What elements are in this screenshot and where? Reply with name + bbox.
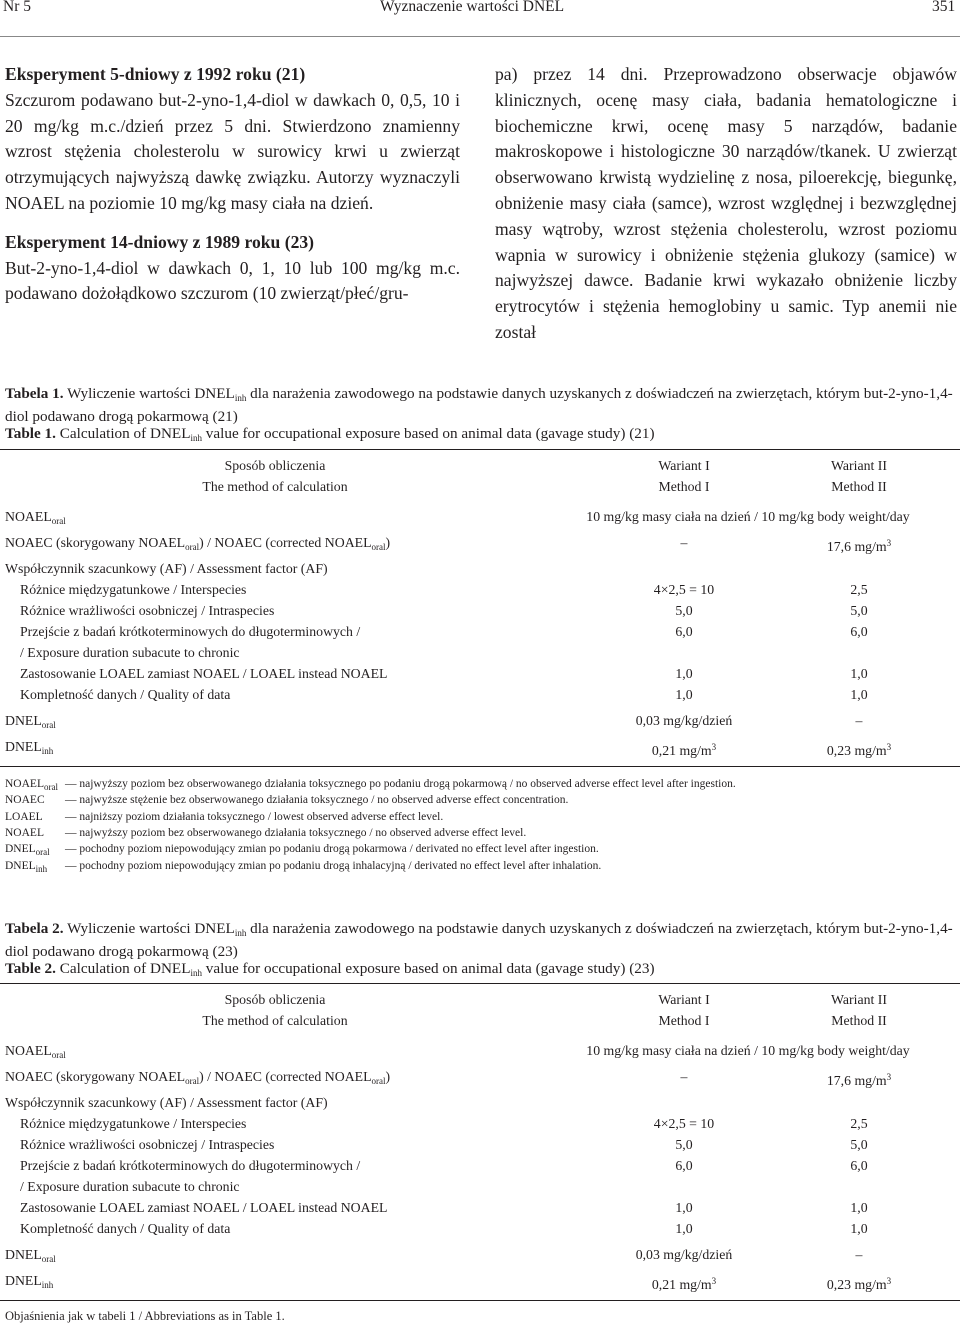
table-2-caption-pl-sub: inh	[234, 928, 247, 938]
abbreviation-list	[5, 776, 955, 876]
header-page-number: 351	[932, 0, 956, 15]
table-2-caption-pl-text-b: dla narażenia zawodowego na podstawie danych uzyskanych z doświadczeń na zwierzętach, którym but-2-yno-1,4-diol podawano drogą pokarmową (23)	[5, 920, 953, 960]
table-1-caption-en-text-b: value for occupational exposure based on animal data (gavage study) (21)	[205, 425, 655, 442]
table-row-af-quality	[0, 1219, 960, 1240]
table-1-caption	[5, 385, 955, 448]
header-page-number-label: Nr 5	[3, 0, 31, 15]
row-label: NOAEC (skorygowany $NOAEL_{oral}$) / NOAEC (corrected $NOAEL_{oral}$)	[5, 1069, 391, 1086]
af-intra-v2: 5,0	[850, 603, 868, 618]
table-1-caption-pl-text-a: Wyliczenie wartości DNEL	[67, 385, 235, 402]
row-label: $DNEL_{inh}$	[5, 1273, 54, 1290]
dnel-inh-v2: 0,23 $mg/m^3$	[826, 1276, 892, 1292]
table-row-noael	[0, 1041, 960, 1062]
right-column	[495, 62, 957, 346]
noaec-v2: 17,6 $mg/m^3$	[826, 1072, 892, 1088]
table-2-caption	[5, 920, 955, 983]
abbreviation-desc: — najwyższe stężenie bez obserwowanego działania toksycznego / no observed adverse effect concentration.	[65, 794, 569, 807]
dnel-inh-v1: 0,21 $mg/m^3$	[651, 742, 717, 758]
table-1-caption-en-sub: inh	[190, 433, 202, 443]
experiment-1-title: Eksperyment 5-dniowy z 1992 roku (21)	[5, 64, 306, 84]
af-quality-v1: 1,0	[675, 1221, 693, 1236]
row-label: $DNEL_{inh}$	[5, 739, 54, 756]
af-dur-v2: 6,0	[850, 1158, 868, 1173]
table-row-af-duration	[0, 1156, 960, 1177]
row-label: Różnice międzygatunkowe / Interspecies	[20, 582, 247, 597]
row-label: / Exposure duration subacute to chronic	[20, 645, 240, 660]
row-label: $DNEL_{oral}$	[5, 1247, 56, 1264]
row-label: / Exposure duration subacute to chronic	[20, 1179, 240, 1194]
noaec-v1: –	[680, 1069, 688, 1084]
af-quality-v1: 1,0	[675, 687, 693, 702]
table-row-af-intra	[0, 1135, 960, 1156]
dnel-oral-v2: –	[855, 713, 863, 728]
af-quality-v2: 1,0	[850, 1221, 868, 1236]
af-dur-v1: 6,0	[675, 1158, 693, 1173]
left-column	[5, 62, 460, 307]
noael-value: 10 mg/kg masy ciała na dzień / 10 mg/kg body weight/day	[586, 1043, 910, 1058]
table-row-dnel-oral	[0, 1245, 960, 1266]
table-header-row	[0, 456, 960, 477]
row-label: Różnice międzygatunkowe / Interspecies	[20, 1116, 247, 1131]
table-2-caption-en-sub: inh	[190, 968, 202, 978]
noaec-v1: –	[680, 535, 688, 550]
row-label: Zastosowanie LOAEL zamiast NOAEL / LOAEL instead NOAEL	[20, 666, 388, 681]
table-1-top-rule	[0, 449, 960, 450]
header-method: Sposób obliczenia	[224, 992, 326, 1007]
table-row-af-title	[0, 1093, 960, 1114]
table-1-caption-pl-sub: inh	[234, 393, 247, 403]
abbreviation-desc: — pochodny poziom niepowodujący zmian po podaniu drogą pokarmowa / derivated no effect level after ingestion.	[65, 843, 599, 856]
header-title: Wyznaczenie wartości DNEL	[380, 0, 565, 15]
abbreviation-desc: — pochodny poziom niepowodujący zmian po podaniu drogą inhalacyjną / derivated no effect level after inhalation.	[65, 859, 602, 872]
table-row-af-duration-b	[0, 1177, 960, 1198]
table-1-bottom-rule	[0, 766, 960, 767]
abbreviation-term: $DNEL_{oral}$	[5, 843, 50, 858]
noaec-v2: 17,6 $mg/m^3$	[826, 538, 892, 554]
table-row-dnel-oral	[0, 711, 960, 732]
header-method: Sposób obliczenia	[224, 458, 326, 473]
row-label: Kompletność danych / Quality of data	[20, 1221, 231, 1236]
dnel-oral-v1: 0,03 mg/kg/dzień	[635, 1247, 733, 1262]
dnel-oral-v2: –	[855, 1247, 863, 1262]
table-row-noaec	[0, 533, 960, 554]
row-label: NOAEC (skorygowany $NOAEL_{oral}$) / NOAEC (corrected $NOAEL_{oral}$)	[5, 535, 391, 552]
table-row-noaec	[0, 1067, 960, 1088]
abbreviation-desc: — najniższy poziom działania toksycznego / lowest observed adverse effect level.	[65, 810, 444, 823]
af-loael-v1: 1,0	[675, 666, 693, 681]
header-method-1: Method I	[658, 479, 710, 494]
abbreviation-desc: — najwyższy poziom bez obserwowanego działania toksycznego / no observed adverse effect level.	[65, 826, 527, 839]
table-header-row	[0, 990, 960, 1011]
row-label: Współczynnik szacunkowy (AF) / Assessment factor (AF)	[5, 561, 328, 576]
dnel-inh-v2: 0,23 $mg/m^3$	[826, 742, 892, 758]
af-inter-v2: 2,5	[850, 1116, 868, 1131]
af-dur-v2: 6,0	[850, 624, 868, 639]
table-1-caption-pl-text-b: dla narażenia zawodowego na podstawie danych uzyskanych z doświadczeń na zwierzętach, którym but-2-yno-1,4-diol podawano drogą pokarmową (21)	[5, 385, 953, 425]
table-row-af-inter	[0, 580, 960, 601]
abbreviation-term: NOAEC	[5, 794, 45, 807]
header-rule	[0, 36, 960, 37]
af-loael-v2: 1,0	[850, 666, 868, 681]
table-1-caption-en-label: Table 1.	[5, 425, 56, 442]
header-variant-1: Wariant I	[658, 992, 710, 1007]
table-2-caption-pl-text-a: Wyliczenie wartości DNEL	[67, 920, 235, 937]
experiment-2-text: But-2-yno-1,4-diol w dawkach 0, 1, 10 lub 100 mg/kg m.c. podawano dożołądkowo szczurom (10 zwierząt/płeć/gru-	[5, 257, 460, 304]
table-row-af-loael	[0, 1198, 960, 1219]
table-2-footnote: Objaśnienia jak w tabeli 1 / Abbreviations as in Table 1.	[5, 1309, 285, 1323]
dnel-oral-v1: 0,03 mg/kg/dzień	[635, 713, 733, 728]
table-row-af-quality	[0, 685, 960, 706]
table-row-dnel-inh	[0, 1271, 960, 1292]
table-row-af-title	[0, 559, 960, 580]
abbreviation-term: $NOAEL_{oral}$	[5, 778, 58, 792]
row-label: Różnice wrażliwości osobniczej / Intraspecies	[20, 1137, 275, 1152]
table-row-af-loael	[0, 664, 960, 685]
header-variant-2: Wariant II	[831, 992, 887, 1007]
abbreviation-term: LOAEL	[5, 810, 43, 823]
af-loael-v1: 1,0	[675, 1200, 693, 1215]
table-row-af-duration-b	[0, 643, 960, 664]
header-method-2: Method II	[831, 479, 887, 494]
row-label: $NOAEL_{oral}$	[5, 509, 66, 526]
abbreviation-desc: — najwyższy poziom bez obserwowanego działania toksycznego po podaniu drogą pokarmową / no observed adverse effect level after ingestion.	[65, 778, 736, 790]
table-row-af-duration	[0, 622, 960, 643]
table-2-top-rule	[0, 983, 960, 984]
noael-value: 10 mg/kg masy ciała na dzień / 10 mg/kg body weight/day	[586, 509, 910, 524]
af-quality-v2: 1,0	[850, 687, 868, 702]
af-loael-v2: 1,0	[850, 1200, 868, 1215]
experiment-1-text: Szczurom podawano but-2-yno-1,4-diol w dawkach 0, 0,5, 10 i 20 mg/kg m.c./dzień przez 5 dni. Stwierdzono znamienny wzrost stężenia cholesterolu w surowicy krwi u zwierząt otrzymujących najwyższą dawkę związku. Autorzy wyznaczyli NOAEL na poziomie 10 mg/kg masy ciała na dzień.	[5, 89, 460, 213]
table-1-caption-pl-label: Tabela 1.	[5, 385, 64, 402]
table-row-dnel-inh	[0, 737, 960, 758]
table-header-row-en	[0, 1011, 960, 1032]
dnel-inh-v1: 0,21 $mg/m^3$	[651, 1276, 717, 1292]
af-intra-v2: 5,0	[850, 1137, 868, 1152]
row-label: Przejście z badań krótkoterminowych do długoterminowych /	[20, 624, 361, 639]
table-row-af-inter	[0, 1114, 960, 1135]
header-method-en: The method of calculation	[202, 1013, 348, 1028]
row-label: $DNEL_{oral}$	[5, 713, 56, 730]
row-label: Różnice wrażliwości osobniczej / Intraspecies	[20, 603, 275, 618]
header-method-2: Method II	[831, 1013, 887, 1028]
experiment-2-title: Eksperyment 14-dniowy z 1989 roku (23)	[5, 231, 315, 252]
table-2-caption-en-label: Table 2.	[5, 960, 56, 977]
af-inter-v2: 2,5	[850, 582, 868, 597]
header-method-1: Method I	[658, 1013, 710, 1028]
table-header-row-en	[0, 477, 960, 498]
row-label: Współczynnik szacunkowy (AF) / Assessment factor (AF)	[5, 1095, 328, 1110]
af-inter-v1: 4×2,5 = 10	[653, 1116, 715, 1131]
right-column-text: pa) przez 14 dni. Przeprowadzono obserwacje objawów klinicznych, ocenę masy ciała, badania hematologiczne i biochemiczne krwi, ocenę masy 5 narządów, badanie makroskopowe i histologiczne 30 narządów/tkanek. U zwierząt obserwowano krwistą wydzielinę z nosa, piloerekcję, biegunkę, obniżenie masy ciała (samce), wzrost względnej i bezwzględnej masy wątroby, wzrost stężenia cholesterolu, wzrost poziomu wapnia w surowicy i obniżenie stężenia glukozy (samice) w najwyższej dawce. Badanie krwi wykazało obniżenie liczby erytrocytów i stężenia hemoglobiny u samic. Typ anemii nie został	[495, 64, 957, 342]
table-2-caption-en-text-b: value for occupational exposure based on animal data (gavage study) (23)	[205, 960, 655, 977]
table-row-noael	[0, 507, 960, 528]
af-dur-v1: 6,0	[675, 624, 693, 639]
af-inter-v1: 4×2,5 = 10	[653, 582, 715, 597]
row-label: Zastosowanie LOAEL zamiast NOAEL / LOAEL instead NOAEL	[20, 1200, 388, 1215]
af-intra-v1: 5,0	[675, 1137, 693, 1152]
abbreviation-term: NOAEL	[5, 826, 44, 839]
table-2-caption-pl-label: Tabela 2.	[5, 920, 64, 937]
table-2-bottom-rule	[0, 1300, 960, 1301]
header-variant-1: Wariant I	[658, 458, 710, 473]
abbreviation-term: $DNEL_{inh}$	[5, 859, 48, 874]
header-variant-2: Wariant II	[831, 458, 887, 473]
table-1-caption-en-text-a: Calculation of DNEL	[59, 425, 191, 442]
row-label: $NOAEL_{oral}$	[5, 1043, 66, 1060]
table-2-caption-en-text-a: Calculation of DNEL	[59, 960, 191, 977]
row-label: Kompletność danych / Quality of data	[20, 687, 231, 702]
table-row-af-intra	[0, 601, 960, 622]
af-intra-v1: 5,0	[675, 603, 693, 618]
row-label: Przejście z badań krótkoterminowych do długoterminowych /	[20, 1158, 361, 1173]
header-method-en: The method of calculation	[202, 479, 348, 494]
